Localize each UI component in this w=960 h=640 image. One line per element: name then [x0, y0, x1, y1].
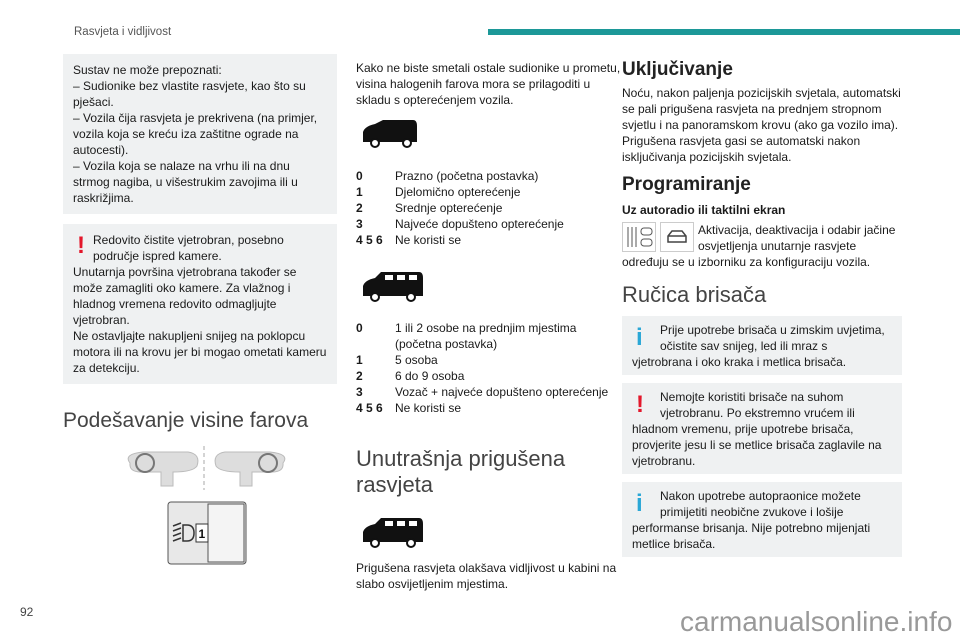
list-value: Srednje opterećenje	[395, 201, 503, 215]
warning-box	[622, 383, 902, 474]
paragraph: Noću, nakon paljenja pozicijskih svjetala, automatski se pali prigušena rasvjeta na prednjem stropnom svjetlu i na panoramskom krovu (ako ga vozilo ima).	[622, 86, 901, 132]
warning-text: Nemojte koristiti brisače na suhom vjetrobranu. Po ekstremno vrućem ili	[660, 390, 855, 420]
section-heading: Unutrašnja prigušena rasvjeta	[356, 446, 566, 497]
section-title: Rasvjeta i vidljivost	[74, 26, 172, 38]
van-icon	[361, 118, 421, 148]
note-line: – Vozila čija rasvjeta je prekrivena (na primjer, vozila koja se kreću iza zaštitne ograde na autocesti).	[73, 111, 318, 157]
section-heading: Ručica brisača	[622, 282, 767, 307]
list-value: 6 do 9 osoba	[395, 369, 465, 383]
list-value: Najveće dopušteno opterećenje	[395, 217, 564, 231]
list-key: 1	[356, 353, 363, 367]
warning-icon: !	[77, 232, 85, 259]
note-line: Sustav ne može prepoznati:	[73, 63, 222, 77]
right-column	[622, 58, 902, 565]
load-list	[356, 168, 622, 248]
config-paragraph	[622, 222, 902, 270]
list-value: 5 osoba	[395, 353, 438, 367]
info-text: performanse brisanja. Nije potrebno mijenjati metlice brisača.	[632, 521, 871, 551]
info-text: Prije upotrebe brisača u zimskim uvjetima, očistite sav snijeg, led ili mraz s	[660, 323, 885, 353]
left-column	[63, 54, 337, 572]
page-number: 92	[20, 605, 34, 619]
settings-menu-icon	[622, 222, 656, 252]
warning-box	[63, 224, 337, 384]
list-key: 0	[356, 169, 363, 183]
section-heading: Programiranje	[622, 174, 751, 195]
subheading: Uz autoradio ili taktilni ekran	[622, 203, 786, 217]
info-box	[622, 482, 902, 557]
list-value: 1 ili 2 osobe na prednjim mjestima (početna postavka)	[395, 321, 577, 351]
list-key: 2	[356, 201, 363, 215]
warning-text: Unutarnja površina vjetrobrana također se može zamagliti oko kamere. Za vlažnog i hladnog vremena redovito odmagljujte vjetrobran.	[73, 265, 297, 327]
warning-text: Ne ostavljajte nakupljeni snijeg na poklopcu motora ili na krovu jer bi mogao ometati kameru za detekciju.	[73, 329, 327, 375]
list-key: 3	[356, 385, 363, 399]
occupancy-list	[356, 320, 622, 416]
paragraph: Aktivacija, deaktivacija i odabir jačine osvjetljenja unutarnje	[698, 223, 896, 253]
list-key: 1	[356, 185, 363, 199]
list-value: Ne koristi se	[395, 233, 462, 247]
info-box	[622, 316, 902, 375]
note-line: – Vozila koja se nalaze na vrhu ili na dnu strmog nagiba, u višestrukim zavojima ili u raskrižjima.	[73, 159, 298, 205]
warning-text: hladnom vremenu, prije upotrebe brisača, provjerite jesu li se metlice brisača zaglavile na vjetrobranu.	[632, 422, 882, 468]
list-key: 3	[356, 217, 363, 231]
accent-bar	[488, 29, 960, 35]
info-text: Nakon upotrebe autopraonice možete primijetiti neobične zvukove i lošije	[660, 489, 861, 519]
list-key: 4 5 6	[356, 233, 383, 247]
minibus-icon	[361, 270, 425, 302]
watermark: carmanualsonline.info	[680, 606, 953, 637]
info-icon: i	[636, 490, 643, 517]
headlamp-adjuster-illustration	[63, 442, 337, 568]
paragraph: Prigušena rasvjeta gasi se automatski nakon isključivanja pozicijskih svjetala.	[622, 134, 861, 164]
vehicle-settings-icon	[660, 222, 694, 252]
note-box	[63, 54, 337, 214]
minibus-icon	[361, 516, 425, 548]
info-text: vjetrobrana i oko kraka i metlica brisača.	[632, 355, 847, 369]
paragraph: rasvjete određuju se u izborniku za konfiguraciju vozila.	[622, 239, 871, 269]
info-icon: i	[636, 324, 643, 351]
list-key: 4 5 6	[356, 401, 383, 415]
list-value: Djelomično opterećenje	[395, 185, 521, 199]
outro-text: Prigušena rasvjeta olakšava vidljivost u kabini na slabo osvijetljenim mjestima.	[356, 561, 617, 591]
middle-column	[356, 60, 622, 592]
intro-text: Kako ne biste smetali ostale sudionike u prometu, visina halogenih farova mora se prilagoditi u skladu s opterećenjem vozila.	[356, 61, 621, 107]
list-key: 2	[356, 369, 363, 383]
list-key: 0	[356, 321, 363, 335]
section-heading: Podešavanje visine farova	[63, 409, 309, 432]
list-value: Prazno (početna postavka)	[395, 169, 539, 183]
warning-icon: !	[636, 391, 644, 418]
section-heading: Uključivanje	[622, 59, 733, 80]
list-value: Vozač + najveće dopušteno opterećenje	[395, 385, 609, 399]
note-line: – Sudionike bez vlastite rasvjete, kao što su pješaci.	[73, 79, 306, 109]
warning-text: Redovito čistite vjetrobran, posebno područje ispred kamere.	[93, 233, 284, 263]
list-value: Ne koristi se	[395, 401, 462, 415]
dial-position-label: 1	[198, 527, 206, 541]
